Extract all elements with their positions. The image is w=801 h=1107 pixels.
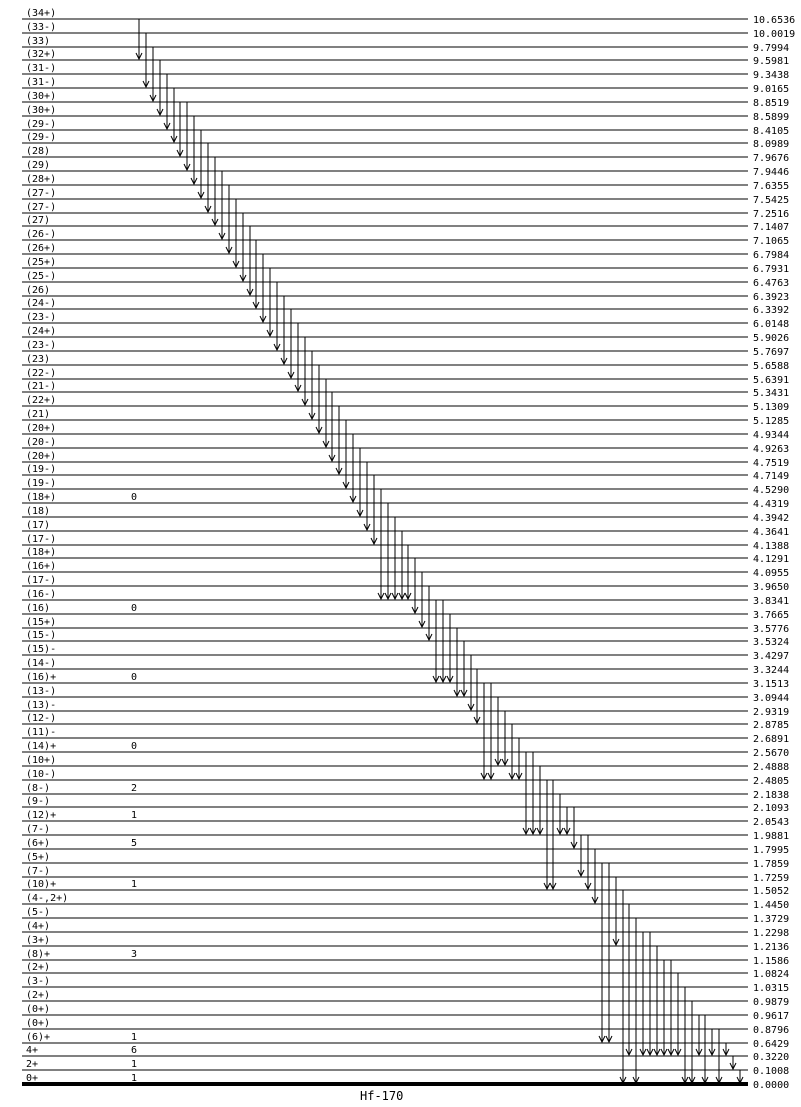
level-spin-label: (17-) <box>26 575 57 586</box>
level-spin-label: (19-) <box>26 478 57 489</box>
level-spin-label: (32+) <box>26 49 57 60</box>
level-energy-label: 1.2298 <box>753 928 790 939</box>
level-energy-label: 4.3942 <box>753 513 790 524</box>
level-energy-label: 6.3392 <box>753 305 790 316</box>
level-spin-label: (2+) <box>26 962 51 973</box>
level-energy-label: 4.3641 <box>753 527 790 538</box>
level-energy-label: 3.4297 <box>753 651 790 662</box>
level-multiplicity-label: 3 <box>131 949 138 960</box>
gamma-transition <box>240 213 246 281</box>
gamma-transition <box>336 406 342 474</box>
gamma-transition <box>226 185 232 253</box>
level-spin-label: (25-) <box>26 271 57 282</box>
gamma-transition <box>371 475 377 544</box>
level-spin-label: 2+ <box>26 1059 39 1070</box>
level-energy-label: 5.1309 <box>753 402 790 413</box>
level-energy-label: 4.1388 <box>753 541 790 552</box>
gamma-transition <box>302 337 308 405</box>
gamma-transition <box>288 309 294 378</box>
level-spin-label: (17) <box>26 520 51 531</box>
level-spin-label: (21-) <box>26 381 57 392</box>
level-energy-label: 2.1093 <box>753 803 790 814</box>
gamma-transition <box>316 365 322 433</box>
gamma-transition <box>530 752 536 834</box>
gamma-transition <box>447 614 453 682</box>
level-energy-label: 3.1513 <box>753 679 790 690</box>
level-spin-label: (19-) <box>26 464 57 475</box>
level-energy-label: 0.9617 <box>753 1011 790 1022</box>
gamma-transition <box>323 379 329 447</box>
level-energy-label: 7.9676 <box>753 153 790 164</box>
level-energy-label: 8.8519 <box>753 98 790 109</box>
level-energy-label: 4.9263 <box>753 444 790 455</box>
level-spin-label: (23) <box>26 354 51 365</box>
level-spin-label: (17-) <box>26 534 57 545</box>
gamma-transition <box>474 669 480 723</box>
level-energy-label: 7.6355 <box>753 181 790 192</box>
gamma-transition <box>399 531 405 599</box>
level-multiplicity-label: 0 <box>131 741 138 752</box>
level-spin-label: (26) <box>26 285 51 296</box>
gamma-transition <box>689 1001 695 1083</box>
gamma-transition <box>661 960 667 1055</box>
level-spin-label: (16-) <box>26 589 57 600</box>
level-energy-label: 1.4450 <box>753 900 790 911</box>
level-spin-label: (29-) <box>26 119 57 130</box>
level-spin-label: (30+) <box>26 91 57 102</box>
gamma-transition <box>723 1043 729 1055</box>
level-spin-label: (20+) <box>26 423 57 434</box>
level-spin-label: (34+) <box>26 8 57 19</box>
gamma-transition <box>454 628 460 696</box>
level-energy-label: 1.2136 <box>753 942 790 953</box>
gamma-transition <box>668 960 674 1055</box>
gamma-transition <box>592 849 598 903</box>
level-spin-label: (29-) <box>26 132 57 143</box>
level-energy-label: 6.7984 <box>753 250 790 261</box>
level-spin-label: (13)- <box>26 700 57 711</box>
level-energy-label: 3.9650 <box>753 582 790 593</box>
gamma-transition <box>730 1056 736 1069</box>
level-energy-label: 1.0315 <box>753 983 790 994</box>
level-energy-label: 5.1285 <box>753 416 790 427</box>
level-energy-label: 2.0543 <box>753 817 790 828</box>
level-energy-label: 10.6536 <box>753 15 796 26</box>
level-multiplicity-label: 0 <box>131 492 138 503</box>
level-energy-label: 6.0148 <box>753 319 790 330</box>
level-spin-label: (24-) <box>26 298 57 309</box>
transitions <box>136 19 743 1083</box>
level-energy-label: 10.0019 <box>753 29 796 40</box>
level-energy-label: 3.0944 <box>753 693 790 704</box>
level-multiplicity-label: 1 <box>131 810 138 821</box>
level-spin-label: (18) <box>26 506 51 517</box>
gamma-transition <box>219 171 225 239</box>
level-spin-label: (9-) <box>26 796 51 807</box>
level-energy-label: 7.5425 <box>753 195 790 206</box>
level-energy-label: 6.4763 <box>753 278 790 289</box>
gamma-transition <box>136 19 142 59</box>
level-spin-label: (27-) <box>26 188 57 199</box>
level-spin-label: (20-) <box>26 437 57 448</box>
level-energy-label: 1.5052 <box>753 886 790 897</box>
gamma-transition <box>205 143 211 212</box>
level-spin-label: (6)+ <box>26 1032 51 1043</box>
gamma-transition <box>426 586 432 640</box>
level-spin-label: (30+) <box>26 105 57 116</box>
gamma-transition <box>578 835 584 876</box>
level-spin-label: (23-) <box>26 340 57 351</box>
level-spin-label: (5-) <box>26 907 51 918</box>
gamma-transition <box>495 697 501 765</box>
level-energy-label: 3.5776 <box>753 624 790 635</box>
gamma-transition <box>702 1015 708 1083</box>
level-energy-label: 1.9881 <box>753 831 790 842</box>
level-spin-label: (12)+ <box>26 810 57 821</box>
gamma-transition <box>171 88 177 142</box>
level-multiplicity-label: 0 <box>131 603 138 614</box>
gamma-transition <box>357 448 363 516</box>
level-energy-label: 4.4319 <box>753 499 790 510</box>
level-spin-label: (10)+ <box>26 879 57 890</box>
level-energy-label: 8.4105 <box>753 126 790 137</box>
level-spin-label: (10-) <box>26 769 57 780</box>
level-spin-label: (28) <box>26 146 51 157</box>
level-spin-label: (7-) <box>26 824 51 835</box>
level-spin-label: 0+ <box>26 1073 39 1084</box>
level-energy-label: 3.5324 <box>753 637 790 648</box>
level-energy-label: 8.0989 <box>753 139 790 150</box>
level-energy-label: 3.8341 <box>753 596 790 607</box>
level-spin-label: (2+) <box>26 990 51 1001</box>
gamma-transition <box>267 268 273 336</box>
level-spin-label: (20+) <box>26 451 57 462</box>
level-energy-label: 6.3923 <box>753 292 790 303</box>
gamma-transition <box>557 794 563 834</box>
level-energy-label: 5.9026 <box>753 333 790 344</box>
level-spin-label: (16+) <box>26 561 57 572</box>
gamma-transition <box>640 932 646 1055</box>
level-spin-label: (4+) <box>26 921 51 932</box>
level-spin-label: (31-) <box>26 77 57 88</box>
level-spin-label: (4-,2+) <box>26 893 69 904</box>
level-energy-label: 0.9879 <box>753 997 790 1008</box>
level-spin-label: (3+) <box>26 935 51 946</box>
level-energy-label: 3.7665 <box>753 610 790 621</box>
level-spin-label: (22-) <box>26 368 57 379</box>
level-multiplicity-label: 1 <box>131 879 138 890</box>
level-energy-label: 7.2516 <box>753 209 790 220</box>
gamma-transition <box>253 240 259 308</box>
level-energy-label: 9.3438 <box>753 70 790 81</box>
level-energy-label: 7.1407 <box>753 222 790 233</box>
level-spin-label: (0+) <box>26 1004 51 1015</box>
level-energy-label: 4.0955 <box>753 568 790 579</box>
level-spin-label: (23-) <box>26 312 57 323</box>
level-energy-label: 7.1065 <box>753 236 790 247</box>
level-spin-label: (21) <box>26 409 51 420</box>
level-energy-label: 1.1586 <box>753 956 790 967</box>
level-spin-label: (8-) <box>26 783 51 794</box>
gamma-transition <box>696 1015 702 1055</box>
level-multiplicity-label: 1 <box>131 1059 138 1070</box>
level-spin-label: (10+) <box>26 755 57 766</box>
level-energy-label: 2.5670 <box>753 748 790 759</box>
gamma-transition <box>198 130 204 198</box>
level-spin-label: (12-) <box>26 713 57 724</box>
gamma-transition <box>329 392 335 461</box>
level-energy-label: 1.7995 <box>753 845 790 856</box>
level-energy-label: 0.8796 <box>753 1025 790 1036</box>
gamma-transition <box>295 323 301 391</box>
gamma-transition <box>364 462 370 530</box>
level-energy-label: 8.5899 <box>753 112 790 123</box>
level-multiplicity-label: 1 <box>131 1032 138 1043</box>
level-energy-label: 2.6891 <box>753 734 790 745</box>
level-multiplicity-label: 5 <box>131 838 138 849</box>
level-spin-label: (15+) <box>26 617 57 628</box>
level-energy-label: 2.1838 <box>753 790 790 801</box>
level-energy-label: 5.3431 <box>753 388 790 399</box>
level-spin-label: (25+) <box>26 257 57 268</box>
level-spin-label: (14)+ <box>26 741 57 752</box>
level-multiplicity-label: 1 <box>131 1073 138 1084</box>
gamma-transition <box>737 1070 743 1083</box>
gamma-transition <box>613 877 619 945</box>
level-spin-label: (16) <box>26 603 51 614</box>
level-energy-label: 4.9344 <box>753 430 790 441</box>
level-energy-label: 4.1291 <box>753 554 790 565</box>
level-spin-label: (18+) <box>26 492 57 503</box>
gamma-transition <box>378 489 384 599</box>
level-spin-label: (29) <box>26 160 51 171</box>
gamma-transition <box>523 752 529 834</box>
level-spin-label: (7-) <box>26 866 51 877</box>
level-spin-label: (16)+ <box>26 672 57 683</box>
level-spin-label: (6+) <box>26 838 51 849</box>
gamma-transition <box>343 420 349 488</box>
level-multiplicity-label: 2 <box>131 783 138 794</box>
level-energy-label: 4.5290 <box>753 485 790 496</box>
level-spin-label: (33-) <box>26 22 57 33</box>
gamma-transition <box>571 807 577 848</box>
level-energy-label: 2.4805 <box>753 776 790 787</box>
level-energy-label: 2.4888 <box>753 762 790 773</box>
level-energy-label: 0.6429 <box>753 1039 790 1050</box>
level-energy-label: 1.7859 <box>753 859 790 870</box>
level-energy-label: 5.6588 <box>753 361 790 372</box>
level-energy-label: 0.0000 <box>753 1080 790 1091</box>
gamma-transition <box>350 434 356 502</box>
level-energy-label: 9.5981 <box>753 56 790 67</box>
level-energy-label: 2.9319 <box>753 707 790 718</box>
level-spin-label: 4+ <box>26 1045 39 1056</box>
gamma-transition <box>585 835 591 889</box>
level-energy-label: 9.7994 <box>753 43 790 54</box>
level-spin-label: (26+) <box>26 243 57 254</box>
gamma-transition <box>191 116 197 184</box>
level-spin-label: (13-) <box>26 686 57 697</box>
level-energy-label: 0.1008 <box>753 1066 790 1077</box>
level-energy-label: 2.8785 <box>753 720 790 731</box>
level-energy-label: 4.7149 <box>753 471 790 482</box>
level-energy-label: 1.0824 <box>753 969 790 980</box>
gamma-transition <box>537 766 543 834</box>
level-spin-label: (22+) <box>26 395 57 406</box>
level-spin-label: (28+) <box>26 174 57 185</box>
level-energy-label: 0.3220 <box>753 1052 790 1063</box>
level-spin-label: (24+) <box>26 326 57 337</box>
level-spin-label: (15-) <box>26 630 57 641</box>
level-multiplicity-label: 6 <box>131 1045 138 1056</box>
level-energy-label: 1.7259 <box>753 873 790 884</box>
gamma-transition <box>274 282 280 350</box>
gamma-transition <box>516 738 522 779</box>
level-spin-label: (18+) <box>26 547 57 558</box>
gamma-transition <box>647 932 653 1055</box>
level-spin-label: (33) <box>26 36 51 47</box>
gamma-transition <box>260 254 266 322</box>
level-energy-label: 4.7519 <box>753 458 790 469</box>
levels <box>22 8 795 1091</box>
gamma-transition <box>626 904 632 1055</box>
level-spin-label: (0+) <box>26 1018 51 1029</box>
gamma-transition <box>281 296 287 364</box>
gamma-transition <box>184 102 190 170</box>
level-spin-label: (15)- <box>26 644 57 655</box>
level-spin-label: (27) <box>26 215 51 226</box>
gamma-transition <box>709 1029 715 1055</box>
level-energy-label: 9.0165 <box>753 84 790 95</box>
level-energy-label: 5.7697 <box>753 347 790 358</box>
gamma-transition <box>212 157 218 225</box>
level-spin-label: (8)+ <box>26 949 51 960</box>
gamma-transition <box>177 102 183 156</box>
level-spin-label: (31-) <box>26 63 57 74</box>
level-spin-label: (11)- <box>26 727 57 738</box>
nucleus-label: Hf-170 <box>360 1089 404 1103</box>
level-energy-label: 3.3244 <box>753 665 790 676</box>
level-multiplicity-label: 0 <box>131 672 138 683</box>
level-energy-label: 7.9446 <box>753 167 790 178</box>
level-spin-label: (14-) <box>26 658 57 669</box>
level-energy-label: 6.7931 <box>753 264 790 275</box>
level-spin-label: (5+) <box>26 852 51 863</box>
level-energy-label: 1.3729 <box>753 914 790 925</box>
gamma-transition <box>309 351 315 419</box>
gamma-transition <box>247 226 253 295</box>
gamma-transition <box>233 199 239 267</box>
level-spin-label: (3-) <box>26 976 51 987</box>
level-spin-label: (27-) <box>26 202 57 213</box>
level-energy-label: 5.6391 <box>753 375 790 386</box>
level-spin-label: (26-) <box>26 229 57 240</box>
